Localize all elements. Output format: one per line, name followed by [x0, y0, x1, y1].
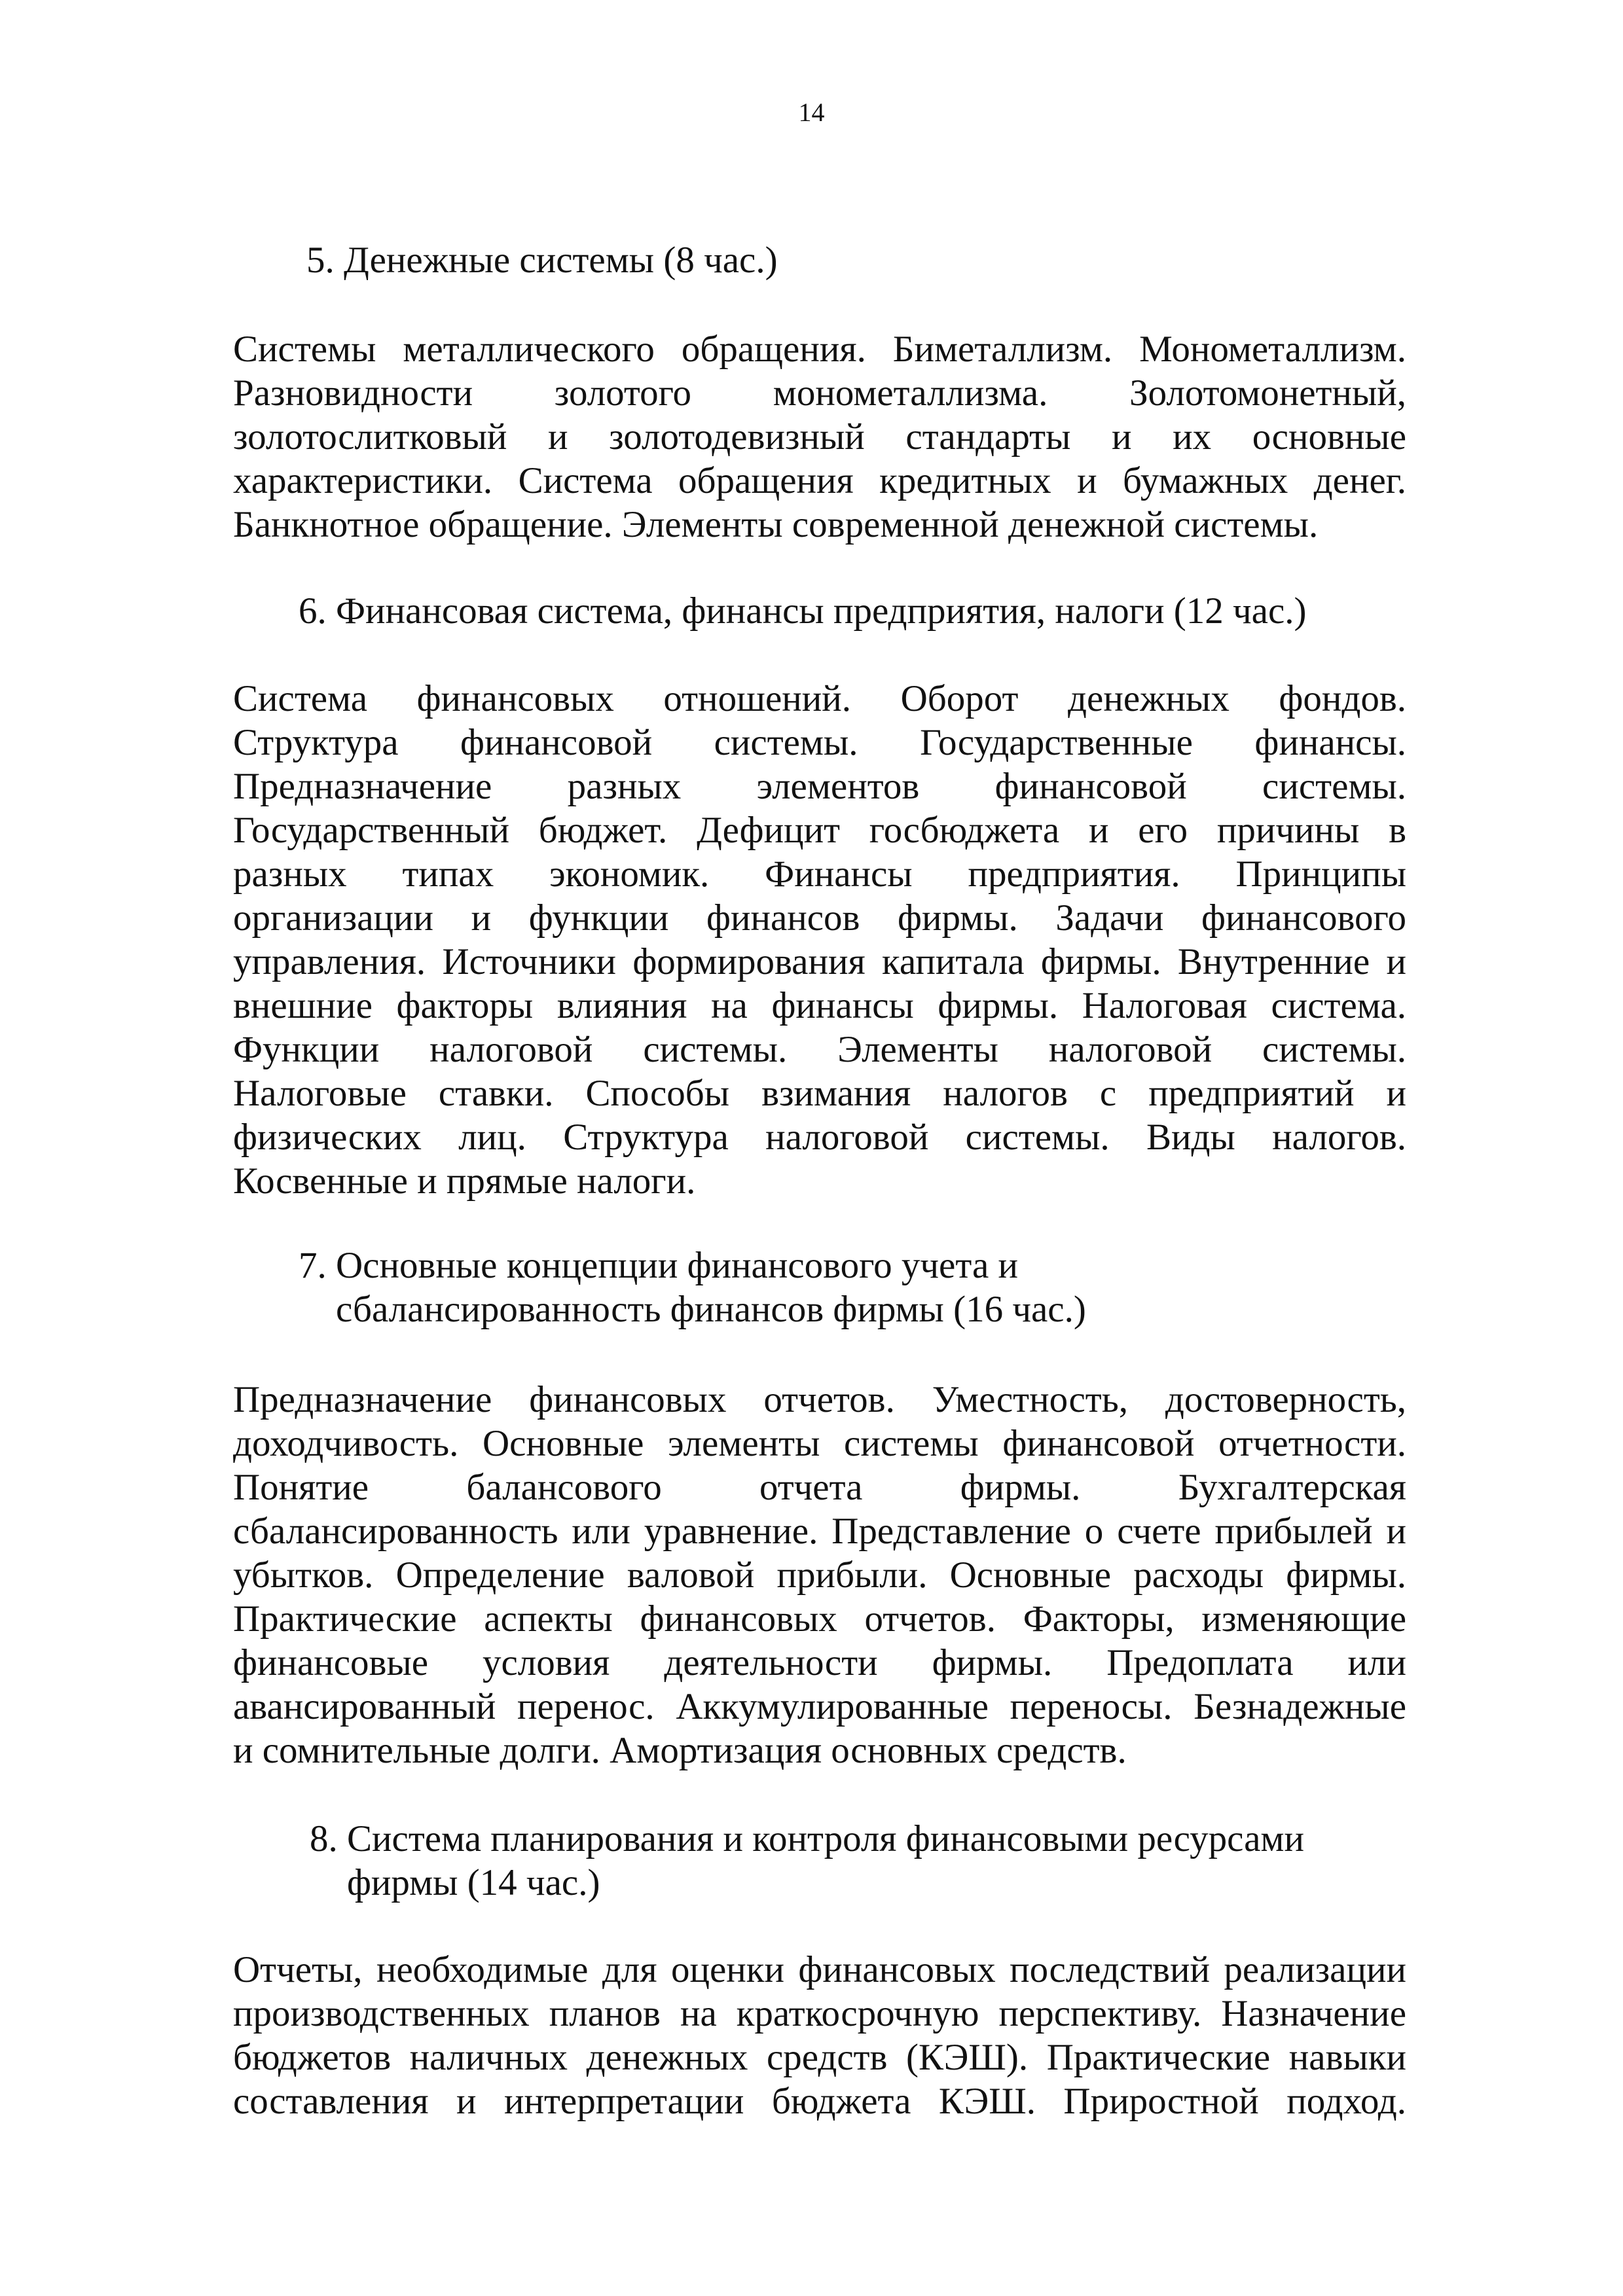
text-line: внешние факторы влияния на финансы фирмы. Налоговая система.	[233, 985, 1406, 1026]
text-line: разных типах экономик. Финансы предприятия. Принципы	[233, 853, 1406, 895]
text-line: Система финансовых отношений. Оборот денежных фондов.	[233, 678, 1406, 719]
text-line: и сомнительные долги. Амортизация основных средств.	[233, 1730, 1127, 1771]
text-line: золотослитковый и золотодевизный стандарты и их основные	[233, 416, 1406, 457]
text-line: Косвенные и прямые налоги.	[233, 1160, 696, 1202]
section-heading-5	[306, 238, 778, 282]
text-line: производственных планов на краткосрочную перспективу. Назначение	[233, 1993, 1406, 2034]
text-line: сбалансированность или уравнение. Представление о счете прибылей и	[233, 1511, 1406, 1552]
text-line: управления. Источники формирования капитала фирмы. Внутренние и	[233, 941, 1406, 982]
text-line: организации и функции финансов фирмы. Задачи финансового	[233, 897, 1406, 939]
text-line: Практические аспекты финансовых отчетов. Факторы, изменяющие	[233, 1598, 1406, 1640]
heading-line: 7. Основные концепции финансового учета и	[299, 1245, 1019, 1286]
text-line: Банкнотное обращение. Элементы современной денежной системы.	[233, 504, 1319, 545]
section-body-8	[233, 1948, 1406, 2123]
text-line: Понятие балансового отчета фирмы. Бухгалтерская	[233, 1467, 1406, 1508]
text-line: доходчивость. Основные элементы системы финансовой отчетности.	[233, 1423, 1406, 1464]
text-line: Функции налоговой системы. Элементы налоговой системы.	[233, 1029, 1406, 1070]
text-line: Предназначение финансовых отчетов. Уместность, достоверность,	[233, 1379, 1406, 1420]
section-body-7	[233, 1378, 1406, 1772]
section-body-6	[233, 677, 1406, 1203]
text-line: характеристики. Система обращения кредитных и бумажных денег.	[233, 460, 1406, 501]
text-line: финансовые условия деятельности фирмы. Предоплата или	[233, 1642, 1406, 1683]
text-line: Налоговые ставки. Способы взимания налогов с предприятий и	[233, 1073, 1406, 1114]
text-line: Государственный бюджет. Дефицит госбюджета и его причины в	[233, 810, 1406, 851]
heading-line: сбалансированность финансов фирмы (16 час.)	[336, 1289, 1086, 1330]
text-line: Разновидности золотого монометаллизма. Золотомонетный,	[233, 372, 1406, 414]
heading-line: 5. Денежные системы (8 час.)	[306, 240, 778, 281]
heading-line: 6. Финансовая система, финансы предприятия, налоги (12 час.)	[299, 590, 1307, 632]
text-line: Предназначение разных элементов финансовой системы.	[233, 766, 1406, 807]
heading-line: фирмы (14 час.)	[347, 1862, 600, 1903]
text-line: Структура финансовой системы. Государственные финансы.	[233, 722, 1406, 763]
page-number: 14	[798, 98, 825, 127]
section-body-5	[233, 327, 1406, 547]
section-heading-7	[299, 1244, 1086, 1331]
text-line: Системы металлического обращения. Биметаллизм. Монометаллизм.	[233, 329, 1406, 370]
text-line: убытков. Определение валовой прибыли. Основные расходы фирмы.	[233, 1554, 1406, 1596]
text-line: бюджетов наличных денежных средств (КЭШ). Практические навыки	[233, 2037, 1406, 2078]
section-heading-8	[310, 1817, 1304, 1905]
heading-line: 8. Система планирования и контроля финансовыми ресурсами	[310, 1818, 1304, 1859]
text-line: составления и интерпретации бюджета КЭШ. Приростной подход.	[233, 2081, 1406, 2122]
section-heading-6	[299, 589, 1306, 633]
text-line: Отчеты, необходимые для оценки финансовых последствий реализации	[233, 1949, 1406, 1990]
text-line: авансированный перенос. Аккумулированные переносы. Безнадежные	[233, 1686, 1406, 1727]
text-line: физических лиц. Структура налоговой системы. Виды налогов.	[233, 1117, 1406, 1158]
